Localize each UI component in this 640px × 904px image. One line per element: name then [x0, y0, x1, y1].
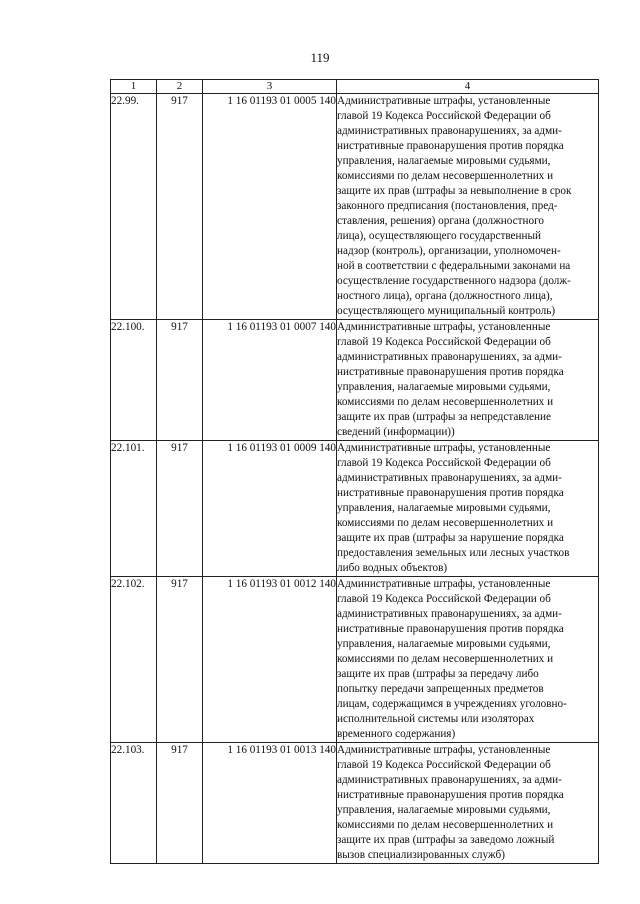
description-line: защите их прав (штрафы за невыполнение в срок — [337, 185, 572, 197]
description-line: сведений (информации)) — [337, 426, 455, 438]
description-line: административных правонарушениях, за адми- — [337, 608, 562, 620]
description-line: административных правонарушениях, за адми- — [337, 125, 562, 137]
description-line: Административные штрафы, установленные — [337, 442, 551, 454]
row-number: 22.99. — [111, 94, 157, 320]
description-line: ставления, решения) органа (должностного — [337, 215, 545, 227]
description-line: Административные штрафы, установленные — [337, 321, 551, 333]
description-line: защите их прав (штрафы за нарушение порядка — [337, 532, 564, 544]
revenue-description — [337, 320, 599, 441]
description-line: комиссиями по делам несовершеннолетних и — [337, 396, 554, 408]
description-line: защите их прав (штрафы за передачу либо — [337, 668, 539, 680]
description-line: управления, налагаемые мировыми судьями, — [337, 381, 551, 393]
description-line: временного содержания) — [337, 728, 456, 740]
description-line: Административные штрафы, установленные — [337, 578, 551, 590]
description-line: управления, налагаемые мировыми судьями, — [337, 502, 551, 514]
description-line: попытку передачи запрещенных предметов — [337, 683, 544, 695]
row-number: 22.103. — [111, 743, 157, 864]
description-line: главой 19 Кодекса Российской Федерации об — [337, 593, 551, 605]
description-line: защите их прав (штрафы за заведомо ложный — [337, 834, 555, 846]
description-line: комиссиями по делам несовершеннолетних и — [337, 819, 554, 831]
description-line: Административные штрафы, установленные — [337, 95, 551, 107]
description-line: управления, налагаемые мировыми судьями, — [337, 155, 551, 167]
table-row — [111, 94, 599, 320]
description-line: нистративные правонарушения против порядка — [337, 789, 564, 801]
table-row — [111, 577, 599, 743]
description-line: ной в соответствии с федеральными законами на — [337, 260, 571, 272]
row-number: 22.100. — [111, 320, 157, 441]
description-line: управления, налагаемые мировыми судьями, — [337, 638, 551, 650]
revenue-description — [337, 94, 599, 320]
header-row — [111, 80, 599, 94]
description-line: осуществление государственного надзора (долж- — [337, 275, 571, 287]
row-number: 22.101. — [111, 441, 157, 577]
description-line: управления, налагаемые мировыми судьями, — [337, 804, 551, 816]
description-line: защите их прав (штрафы за непредставление — [337, 411, 551, 423]
description-line: главой 19 Кодекса Российской Федерации об — [337, 759, 551, 771]
description-line: главой 19 Кодекса Российской Федерации об — [337, 336, 551, 348]
row-number: 22.102. — [111, 577, 157, 743]
description-line: главой 19 Кодекса Российской Федерации об — [337, 110, 551, 122]
admin-code: 917 — [157, 577, 203, 743]
description-line: Административные штрафы, установленные — [337, 744, 551, 756]
table-row — [111, 743, 599, 864]
description-line: осуществляющего муниципальный контроль) — [337, 305, 556, 317]
revenue-description — [337, 577, 599, 743]
description-line: предоставления земельных или лесных участков — [337, 547, 570, 559]
description-line: вызов специализированных служб) — [337, 849, 505, 861]
description-line: нистративные правонарушения против порядка — [337, 623, 564, 635]
description-line: административных правонарушениях, за адми- — [337, 774, 562, 786]
description-line: комиссиями по делам несовершеннолетних и — [337, 170, 554, 182]
description-line: комиссиями по делам несовершеннолетних и — [337, 653, 554, 665]
budget-classification-code: 1 16 01193 01 0007 140 — [203, 320, 337, 441]
description-line: либо водных объектов) — [337, 562, 448, 574]
header-col-2: 2 — [157, 80, 203, 94]
description-line: ностного лица), органа (должностного лица), — [337, 290, 553, 302]
table-row — [111, 441, 599, 577]
description-line: законного предписания (постановления, пред- — [337, 200, 558, 212]
description-line: административных правонарушениях, за адми- — [337, 472, 562, 484]
admin-code: 917 — [157, 743, 203, 864]
admin-code: 917 — [157, 441, 203, 577]
revenue-description — [337, 441, 599, 577]
admin-code: 917 — [157, 320, 203, 441]
description-line: надзор (контроль), организации, уполномочен- — [337, 245, 561, 257]
header-col-3: 3 — [203, 80, 337, 94]
page-number: 119 — [310, 50, 330, 65]
header-col-4: 4 — [337, 80, 599, 94]
revenue-description — [337, 743, 599, 864]
description-line: лица), осуществляющего государственный — [337, 230, 541, 242]
description-line: главой 19 Кодекса Российской Федерации об — [337, 457, 551, 469]
description-line: нистративные правонарушения против порядка — [337, 366, 564, 378]
description-line: нистративные правонарушения против порядка — [337, 140, 564, 152]
description-line: нистративные правонарушения против порядка — [337, 487, 564, 499]
admin-code: 917 — [157, 94, 203, 320]
budget-classification-code: 1 16 01193 01 0013 140 — [203, 743, 337, 864]
budget-classification-code: 1 16 01193 01 0009 140 — [203, 441, 337, 577]
description-line: исполнительной системы или изоляторах — [337, 713, 535, 725]
revenue-codes-table — [110, 79, 599, 864]
description-line: комиссиями по делам несовершеннолетних и — [337, 517, 554, 529]
description-line: административных правонарушениях, за адми- — [337, 351, 562, 363]
budget-classification-code: 1 16 01193 01 0005 140 — [203, 94, 337, 320]
description-line: лицам, содержащимся в учреждениях уголовно- — [337, 698, 567, 710]
header-col-1: 1 — [111, 80, 157, 94]
budget-classification-code: 1 16 01193 01 0012 140 — [203, 577, 337, 743]
table-row — [111, 320, 599, 441]
